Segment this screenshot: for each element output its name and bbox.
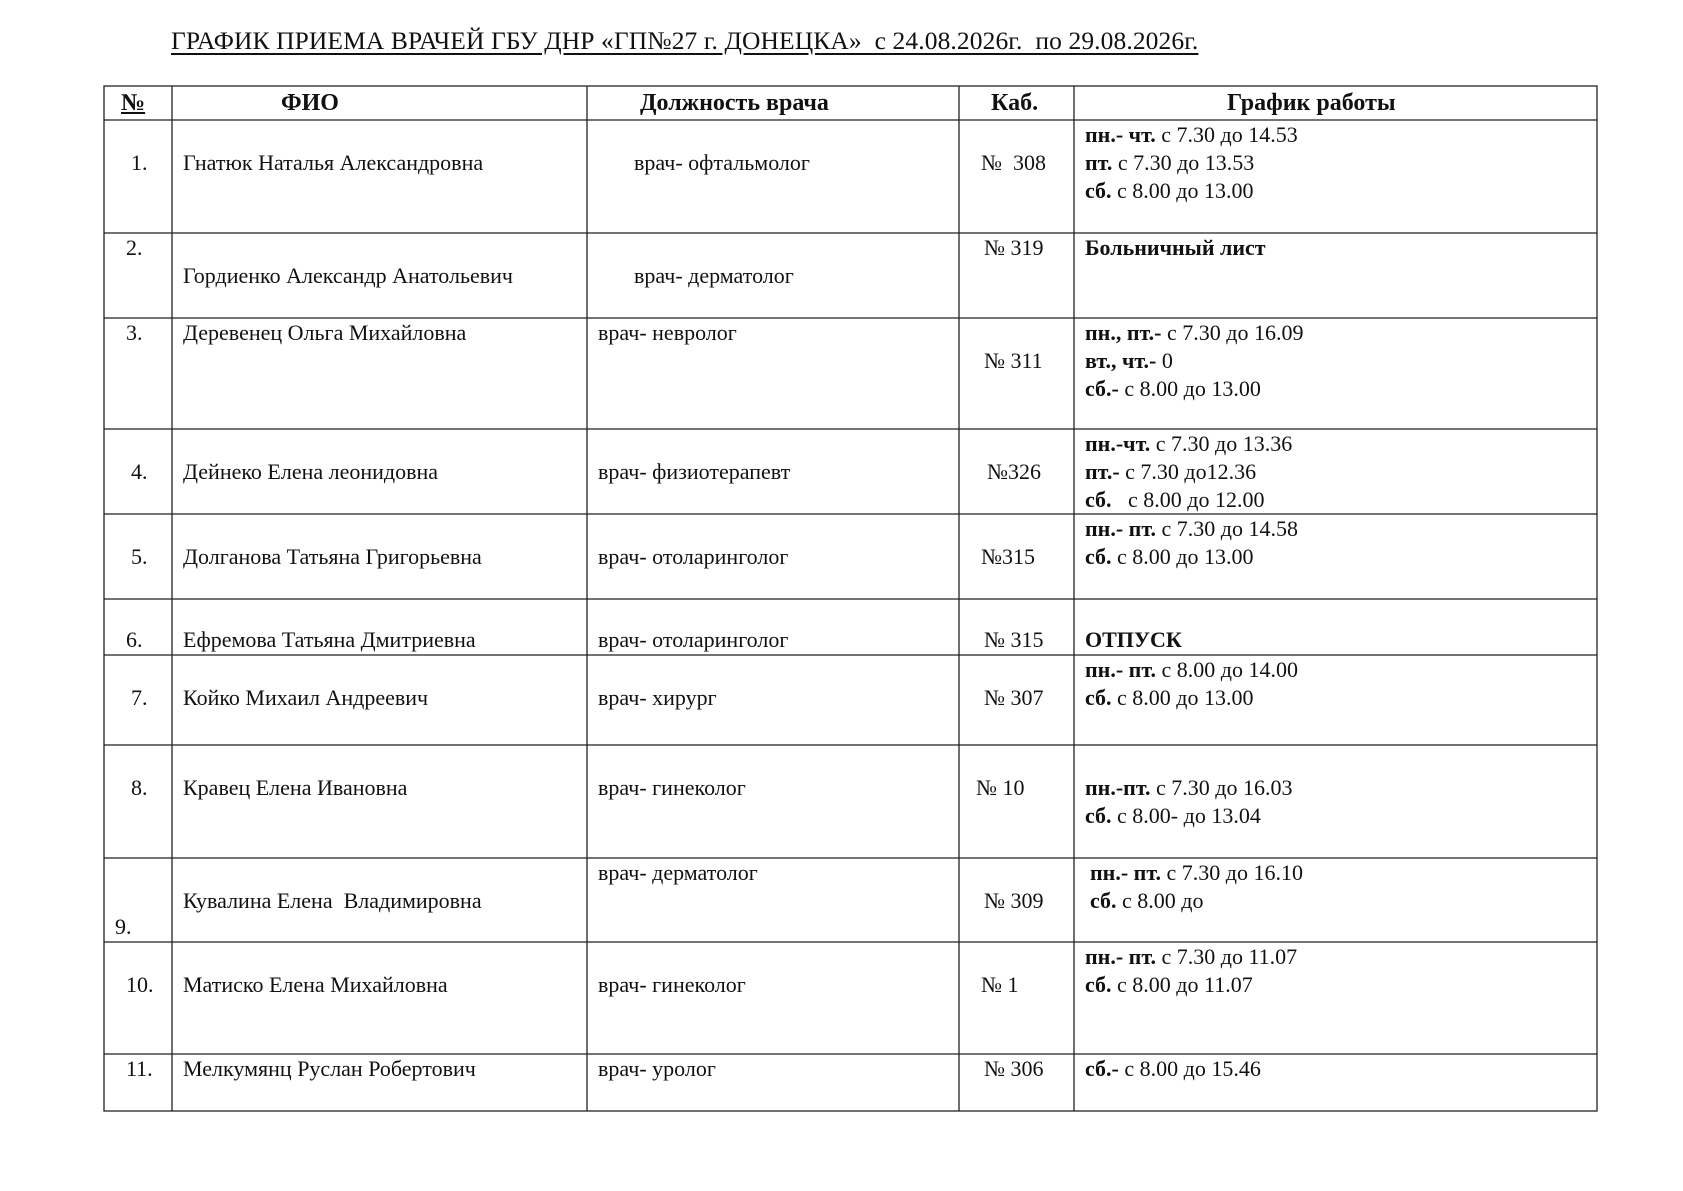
row-6-position: врач- отоларинголог [598, 627, 789, 652]
row-2-position: врач- дерматолог [634, 263, 794, 288]
row-3-position: врач- невролог [598, 320, 737, 345]
row-11-position: врач- уролог [598, 1056, 716, 1081]
row-10-num: 10. [126, 972, 154, 997]
row-10-schedule-line-2: сб. с 8.00 до 11.07 [1085, 972, 1253, 997]
row-4-schedule-line-2: пт.- с 7.30 до12.36 [1085, 459, 1257, 484]
row-1-schedule-line-3: сб. с 8.00 до 13.00 [1085, 178, 1254, 203]
row-6-schedule-line-1: ОТПУСК [1085, 627, 1182, 652]
row-7-position: врач- хирург [598, 685, 717, 710]
row-6-name: Ефремова Татьяна Дмитриевна [183, 627, 476, 652]
row-5-position: врач- отоларинголог [598, 544, 789, 569]
row-7-name: Койко Михаил Андреевич [183, 685, 429, 710]
row-8-name: Кравец Елена Ивановна [183, 775, 408, 800]
row-4-schedule-line-1: пн.-чт. с 7.30 до 13.36 [1085, 431, 1293, 456]
row-10-position: врач- гинеколог [598, 972, 746, 997]
row-2-name: Гордиенко Александр Анатольевич [183, 263, 513, 288]
row-3-schedule-line-2: вт., чт.- 0 [1085, 348, 1173, 373]
row-9-schedule-line-1: пн.- пт. с 7.30 до 16.10 [1090, 860, 1303, 885]
row-10-room: № 1 [981, 972, 1019, 997]
row-8-schedule-line-1: пн.-пт. с 7.30 до 16.03 [1085, 775, 1293, 800]
row-4-schedule-line-3: сб. с 8.00 до 12.00 [1085, 487, 1265, 512]
row-4-num: 4. [131, 459, 148, 484]
row-7-num: 7. [131, 685, 148, 710]
header-name: ФИО [281, 90, 339, 116]
row-10-schedule-line-1: пн.- пт. с 7.30 до 11.07 [1085, 944, 1298, 969]
row-11-schedule-line-1: сб.- с 8.00 до 15.46 [1085, 1056, 1261, 1081]
row-2-num: 2. [126, 235, 143, 260]
row-3-schedule-line-1: пн., пт.- с 7.30 до 16.09 [1085, 320, 1304, 345]
row-5-num: 5. [131, 544, 148, 569]
row-1-schedule-line-2: пт. с 7.30 до 13.53 [1085, 150, 1255, 175]
row-9-num: 9. [115, 914, 132, 939]
row-8-schedule-line-2: сб. с 8.00- до 13.04 [1085, 803, 1261, 828]
row-4-position: врач- физиотерапевт [598, 459, 791, 484]
row-11-room: № 306 [984, 1056, 1044, 1081]
header-schedule: График работы [1227, 90, 1396, 116]
row-7-schedule-line-2: сб. с 8.00 до 13.00 [1085, 685, 1254, 710]
row-5-schedule-line-1: пн.- пт. с 7.30 до 14.58 [1085, 516, 1298, 541]
row-11-num: 11. [126, 1056, 153, 1081]
row-2-schedule-line-1: Больничный лист [1085, 235, 1266, 260]
row-8-position: врач- гинеколог [598, 775, 746, 800]
row-1-room: № 308 [981, 150, 1046, 175]
row-1-name: Гнатюк Наталья Александровна [183, 150, 484, 175]
row-3-num: 3. [126, 320, 143, 345]
row-7-room: № 307 [984, 685, 1044, 710]
row-5-schedule-line-2: сб. с 8.00 до 13.00 [1085, 544, 1254, 569]
row-11-name: Мелкумянц Руслан Робертович [183, 1056, 476, 1081]
row-1-num: 1. [131, 150, 148, 175]
row-3-schedule-line-3: сб.- с 8.00 до 13.00 [1085, 376, 1261, 401]
row-6-room: № 315 [984, 627, 1044, 652]
row-1-schedule-line-1: пн.- чт. с 7.30 до 14.53 [1085, 122, 1298, 147]
row-8-num: 8. [131, 775, 148, 800]
row-4-name: Дейнеко Елена леонидовна [183, 459, 439, 484]
row-9-schedule-line-2: сб. с 8.00 до [1090, 888, 1204, 913]
row-3-room: № 311 [984, 348, 1043, 373]
row-2-room: № 319 [984, 235, 1044, 260]
row-4-room: №326 [987, 459, 1041, 484]
row-5-name: Долганова Татьяна Григорьевна [183, 544, 482, 569]
row-5-room: №315 [981, 544, 1035, 569]
header-position: Должность врача [640, 90, 829, 116]
document-title: ГРАФИК ПРИЕМА ВРАЧЕЙ ГБУ ДНР «ГП№27 г. ДОНЕЦКА» с 24.08.2026г. по 29.08.2026г. [171, 26, 1199, 55]
row-7-schedule-line-1: пн.- пт. с 8.00 до 14.00 [1085, 657, 1298, 682]
row-9-position: врач- дерматолог [598, 860, 758, 885]
row-3-name: Деревенец Ольга Михайловна [183, 320, 467, 345]
row-8-room: № 10 [976, 775, 1025, 800]
row-9-room: № 309 [984, 888, 1044, 913]
header-room: Каб. [991, 90, 1039, 116]
row-10-name: Матиско Елена Михайловна [183, 972, 448, 997]
header-num: № [121, 90, 146, 116]
row-6-num: 6. [126, 627, 143, 652]
row-1-position: врач- офтальмолог [634, 150, 810, 175]
row-9-name: Кувалина Елена Владимировна [183, 888, 482, 913]
